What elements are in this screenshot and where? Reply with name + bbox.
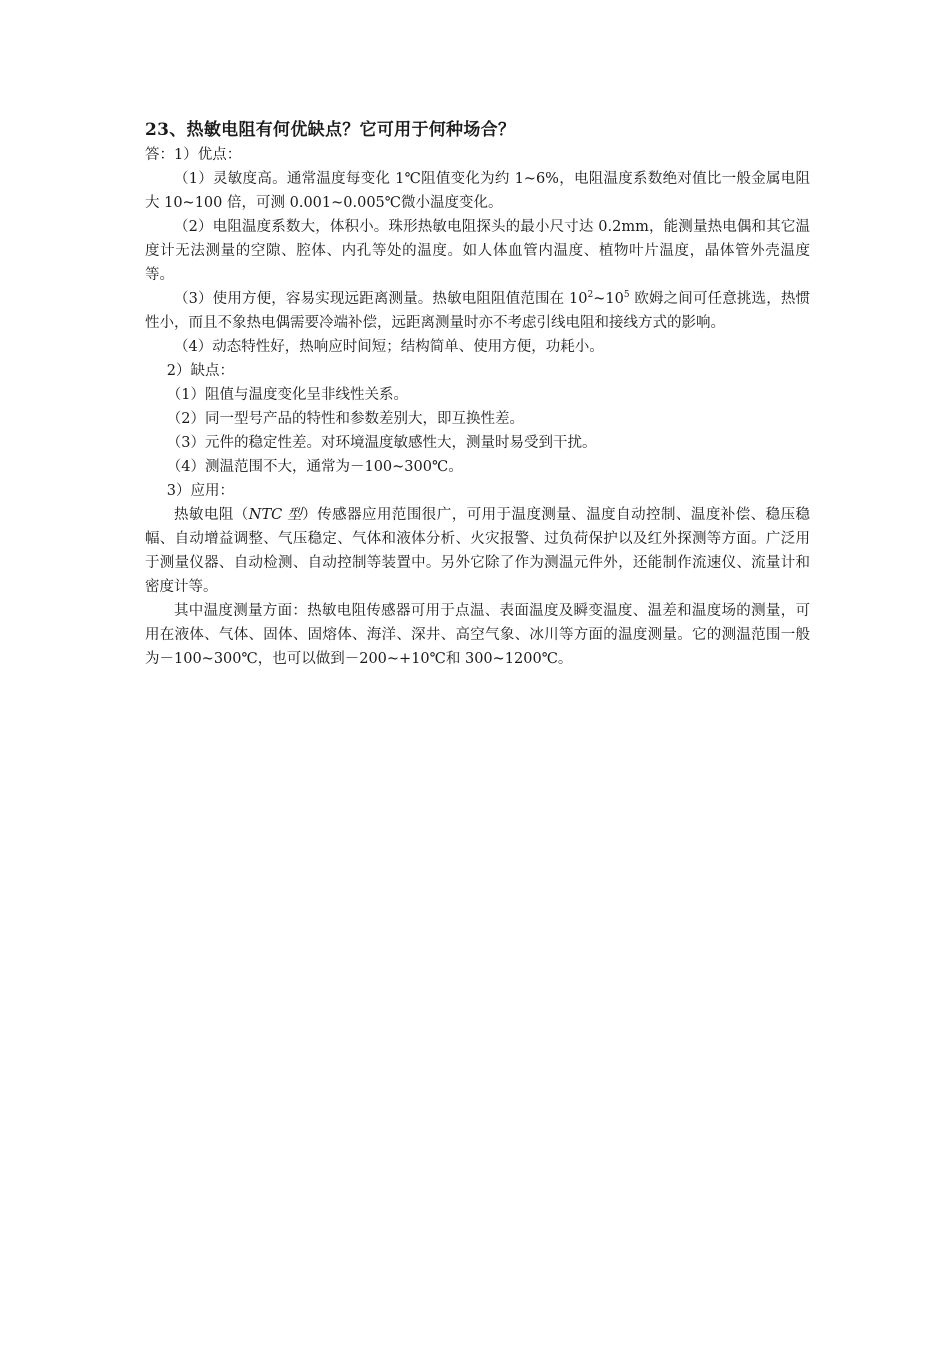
disadvantage-heading: 2）缺点： (166, 363, 234, 379)
application-2: 其中温度测量方面：热敏电阻传感器可用于点温、表面温度及瞬变温度、温差和温度场的测量，可用在液体、气体、固体、固熔体、海洋、深井、高空气象、冰川等方面的温度测量。它的测温范围一般为－100~300℃，也可以做到－200~+10℃和 300~1200℃。 (145, 603, 810, 667)
application-heading: 3）应用： (166, 483, 234, 499)
disadvantage-3: （3）元件的稳定性差。对环境温度敏感性大，测量时易受到干扰。 (166, 435, 597, 451)
advantage-4: （4）动态特性好，热响应时间短；结构简单、使用方便，功耗小。 (174, 339, 604, 355)
disadvantage-1: （1）阻值与温度变化呈非线性关系。 (166, 387, 408, 403)
disadvantage-4: （4）测温范围不大，通常为－100~300℃。 (166, 459, 463, 475)
advantage-1: （1）灵敏度高。通常温度每变化 1℃阻值变化为约 1~6%，电阻温度系数绝对值比一般金属电阻大 10~100 倍，可测 0.001~0.005℃微小温度变化。 (145, 171, 810, 211)
question-title: 23、热敏电阻有何优缺点？它可用于何种场合？ (145, 120, 516, 140)
application-1: 热敏电阻（NTC 型）传感器应用范围很广，可用于温度测量、温度自动控制、温度补偿、稳压稳幅、自动增益调整、气压稳定、气体和液体分析、火灾报警、过负荷保护以及红外探测等方面。广泛用于测量仪器、自动检测、自动控制等装置中。另外它除了作为测温元件外，还能制作流速仪、流量计和密度计等。 (145, 507, 811, 595)
answer-heading: 答：1）优点： (145, 147, 242, 163)
disadvantage-2: （2）同一型号产品的特性和参数差别大，即互换性差。 (166, 411, 524, 427)
advantage-2: （2）电阻温度系数大，体积小。珠形热敏电阻探头的最小尺寸达 0.2mm，能测量热电偶和其它温度计无法测量的空隙、腔体、内孔等处的温度。如人体血管内温度、植物叶片温度，晶体管外壳温度等。 (145, 219, 810, 283)
advantage-3: （3）使用方便，容易实现远距离测量。热敏电阻阻值范围在 $10^2\sim 10^5$ 欧姆之间可任意挑选，热惯性小，而且不象热电偶需要冷端补偿，远距离测量时亦不考虑引线电阻和接线方式的影响。 (145, 290, 810, 331)
document-body (145, 118, 810, 671)
